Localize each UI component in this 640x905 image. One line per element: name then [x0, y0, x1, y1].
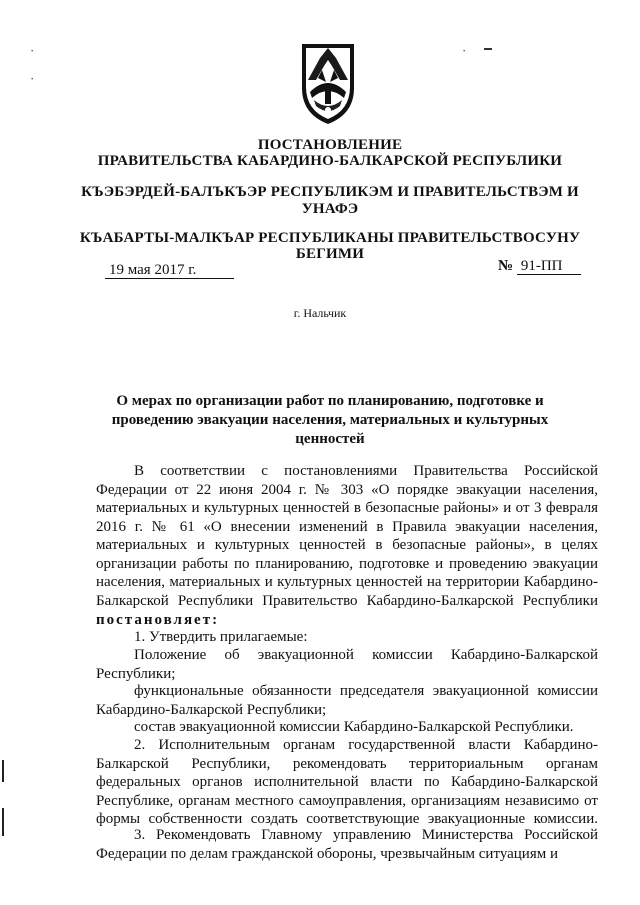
item-1c: состав эвакуационной комиссии Кабардино-Балкарской Республики.	[134, 719, 574, 735]
scan-mark: ·	[462, 43, 467, 58]
kabardian-heading-line2: УНАФЭ	[301, 201, 359, 217]
scan-mark	[484, 48, 492, 50]
kabardian-heading-line1: КЪЭБЭРДЕЙ-БАЛЪКЪЭР РЕСПУБЛИКЭМ И ПРАВИТЕЛЬСТВЭМ И	[81, 184, 579, 200]
balkar-heading-line2: БЕГИМИ	[295, 246, 365, 262]
item-3: 3. Рекомендовать Главному управлению Министерства Российской Федерации по делам гражданской обороны, чрезвычайным ситуациям и	[96, 827, 598, 862]
coat-of-arms-emblem	[296, 40, 360, 126]
document-date: 19 мая 2017 г.	[105, 262, 234, 279]
resolves-keyword: постановляет:	[96, 612, 220, 628]
scan-margin-line	[2, 808, 4, 836]
item-1b: функциональные обязанности председателя эвакуационной комиссии Кабардино-Балкарской Республики;	[96, 683, 598, 718]
scan-margin-line	[2, 760, 4, 782]
item-1: 1. Утвердить прилагаемые:	[134, 629, 308, 645]
number-sign: №	[498, 258, 514, 274]
document-title: О мерах по организации работ по планированию, подготовке и проведению эвакуации населения, материальных и культурных ценностей	[111, 393, 549, 447]
document-type-heading: ПОСТАНОВЛЕНИЕ	[257, 137, 403, 153]
balkar-heading-line1: КЪАБАРТЫ-МАЛКЪАР РЕСПУБЛИКАНЫ ПРАВИТЕЛЬСТВОСУНУ	[79, 230, 581, 246]
item-2: 2. Исполнительным органам государственной власти Кабардино-Балкарской Республики, рекомендовать территориальным органам федеральных органов исполнительной власти по Кабардино-Балкарской Республике, органам местного самоуправления, организациям независимо от формы собственности создать соответствующие эвакуационные комиссии.	[96, 737, 598, 827]
city: г. Нальчик	[293, 306, 347, 320]
number-value: 91-ПП	[517, 258, 581, 275]
government-heading: ПРАВИТЕЛЬСТВА КАБАРДИНО-БАЛКАРСКОЙ РЕСПУБЛИКИ	[97, 153, 563, 169]
scan-mark: ·	[30, 43, 35, 58]
item-1a: Положение об эвакуационной комиссии Кабардино-Балкарской Республики;	[96, 647, 598, 682]
scan-mark: ·	[30, 71, 35, 86]
document-number	[498, 258, 581, 275]
intro-paragraph: В соответствии с постановлениями Правительства Российской Федерации от 22 июня 2004 г. № 303 «О порядке эвакуации населения, материальных и культурных ценностей в безопасные районы» и от 3 февраля 2016 г. № 61 «О внесении изменений в Правила эвакуации населения, материальных и культурных ценностей в безопасные районы», в целях организации работы по планированию, подготовке и проведению эвакуации населения, материальных и культурных ценностей на территории Кабардино-Балкарской Республики Правительство Кабардино-Балкарской Республики	[96, 463, 598, 609]
